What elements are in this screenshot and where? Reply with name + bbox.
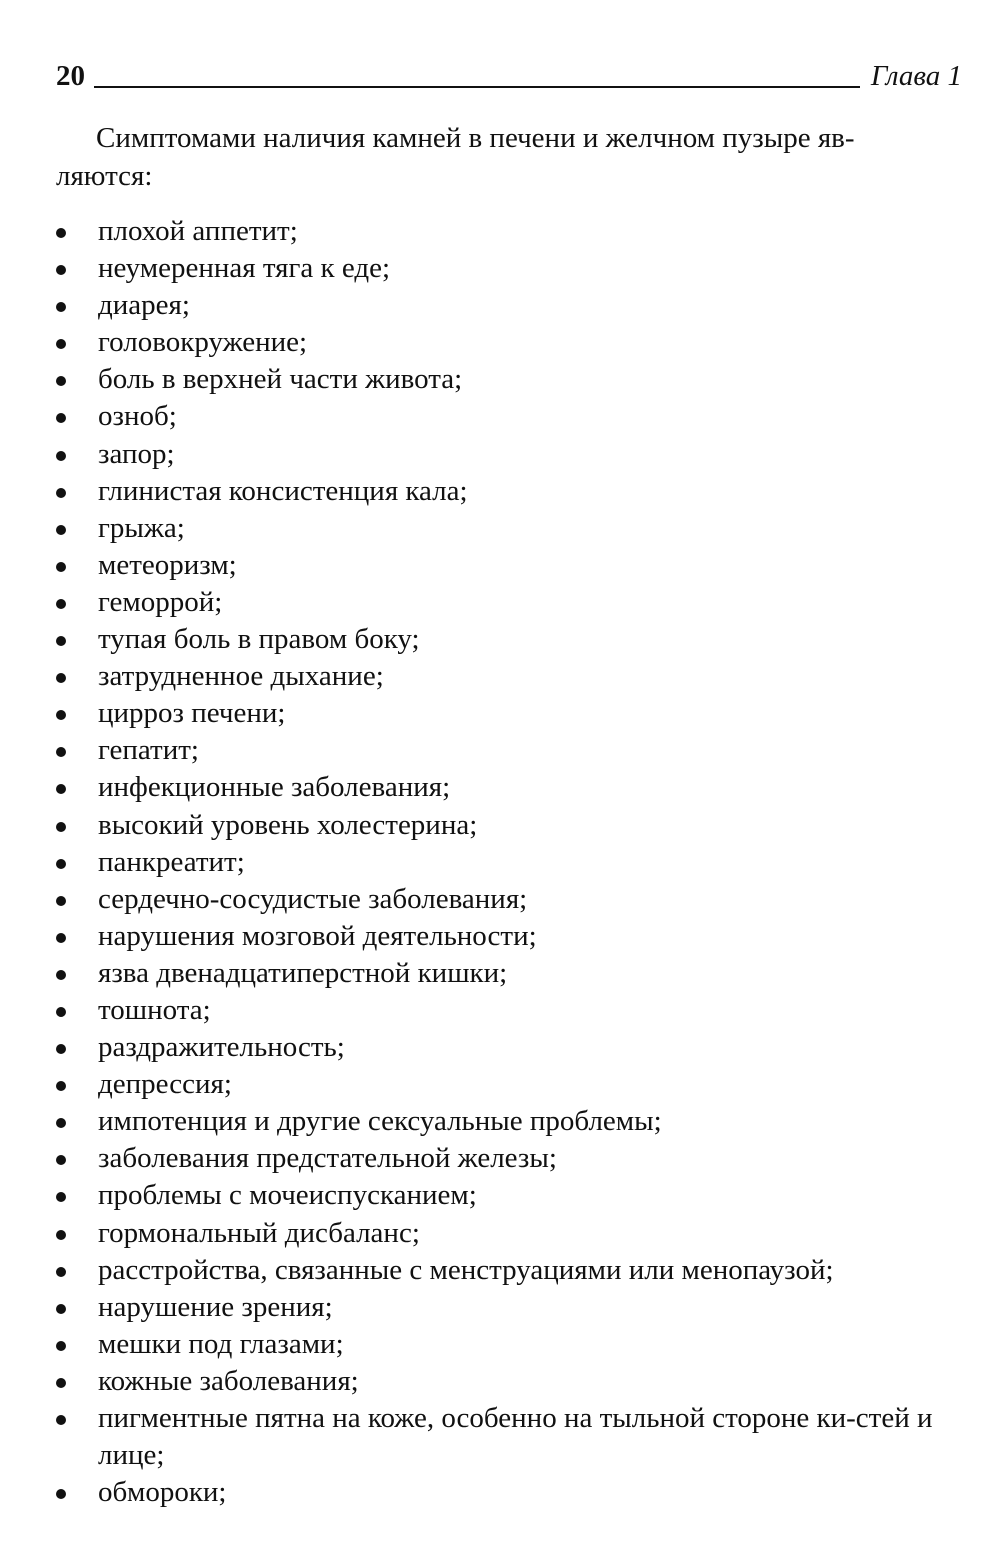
bullet-icon [56,747,66,757]
list-item [56,881,962,918]
list-item [56,436,962,473]
list-item [56,1363,962,1400]
bullet-icon [56,1118,66,1128]
list-item [56,398,962,435]
bullet-icon [56,339,66,349]
list-item-text: кожные заболевания; [98,1364,359,1397]
list-item [56,1289,962,1326]
bullet-icon [56,636,66,646]
list-item [56,584,962,621]
list-item [56,510,962,547]
bullet-icon [56,710,66,720]
list-item-text: инфекционные заболевания; [98,771,451,804]
list-item [56,732,962,769]
list-item-text: диарея; [98,289,190,322]
list-item [56,1029,962,1066]
list-item [56,547,962,584]
bullet-icon [56,1415,66,1425]
list-item-text: заболевания предстательной железы; [98,1142,557,1175]
bullet-icon [56,1230,66,1240]
chapter-title: Глава 1 [870,60,962,92]
list-item [56,1326,962,1363]
list-item [56,1066,962,1103]
list-item-text: высокий уровень холестерина; [98,808,478,841]
bullet-icon [56,1192,66,1202]
list-item-text: запор; [98,437,175,470]
list-item-text: пигментные пятна на коже, особенно на тыльной стороне ки-стей и лице; [98,1402,933,1472]
list-item [56,844,962,881]
list-item-text: затрудненное дыхание; [98,660,384,693]
bullet-icon [56,376,66,386]
bullet-icon [56,302,66,312]
list-item [56,769,962,806]
list-item [56,213,962,250]
bullet-icon [56,451,66,461]
intro-line-2: ляются: [56,160,153,192]
list-item-text: раздражительность; [98,1031,345,1064]
list-item [56,1400,962,1474]
symptom-list [56,213,962,1511]
list-item-text: нарушения мозговой деятельности; [98,919,537,952]
list-item [56,992,962,1029]
bullet-icon [56,1378,66,1388]
bullet-icon [56,1081,66,1091]
list-item-text: глинистая консистенция кала; [98,474,468,507]
bullet-icon [56,265,66,275]
bullet-icon [56,859,66,869]
list-item-text: тошнота; [98,993,211,1026]
list-item [56,695,962,732]
header-rule [94,86,860,88]
list-item [56,250,962,287]
bullet-icon [56,784,66,794]
list-item [56,658,962,695]
list-item-text: цирроз печени; [98,697,286,730]
bullet-icon [56,822,66,832]
bullet-icon [56,1304,66,1314]
list-item [56,324,962,361]
list-item-text: озноб; [98,400,177,433]
list-item-text: неумеренная тяга к еде; [98,252,391,285]
list-item-text: обмороки; [98,1476,227,1509]
list-item [56,361,962,398]
list-item [56,621,962,658]
intro-paragraph [56,119,962,195]
list-item [56,473,962,510]
bullet-icon [56,1267,66,1277]
list-item [56,955,962,992]
list-item-text: метеоризм; [98,548,237,581]
list-item-text: сердечно-сосудистые заболевания; [98,882,528,915]
bullet-icon [56,896,66,906]
list-item-text: геморрой; [98,585,223,618]
list-item-text: гепатит; [98,734,199,767]
list-item-text: мешки под глазами; [98,1327,344,1360]
intro-line-1: Симптомами наличия камней в печени и желчном пузыре яв- [96,122,855,154]
list-item-text: тупая боль в правом боку; [98,623,420,656]
bullet-icon [56,1489,66,1499]
list-item-text: нарушение зрения; [98,1290,333,1323]
list-item [56,1252,962,1289]
bullet-icon [56,1341,66,1351]
list-item [56,287,962,324]
bullet-icon [56,562,66,572]
list-item-text: плохой аппетит; [98,215,298,247]
list-item-text: панкреатит; [98,845,245,878]
bullet-icon [56,673,66,683]
bullet-icon [56,525,66,535]
list-item-text: язва двенадцатиперстной кишки; [98,956,508,989]
list-item-text: головокружение; [98,326,308,359]
list-item-text: депрессия; [98,1068,232,1101]
bullet-icon [56,933,66,943]
list-item [56,1140,962,1177]
list-item [56,1215,962,1252]
list-item-text: расстройства, связанные с менструациями или менопаузой; [98,1253,834,1286]
list-item-text: гормональный дисбаланс; [98,1216,420,1249]
page-number: 20 [56,60,85,92]
bullet-icon [56,488,66,498]
bullet-icon [56,970,66,980]
list-item [56,1177,962,1214]
page-header [56,58,962,94]
bullet-icon [56,1155,66,1165]
list-item [56,918,962,955]
bullet-icon [56,228,66,238]
list-item [56,1103,962,1140]
list-item-text: боль в верхней части живота; [98,363,463,396]
bullet-icon [56,1044,66,1054]
list-item-text: проблемы с мочеиспусканием; [98,1179,477,1212]
bullet-icon [56,413,66,423]
bullet-icon [56,1007,66,1017]
list-item-text: импотенция и другие сексуальные проблемы; [98,1105,662,1138]
list-item [56,1474,962,1511]
list-item [56,807,962,844]
list-item-text: грыжа; [98,511,185,544]
bullet-icon [56,599,66,609]
